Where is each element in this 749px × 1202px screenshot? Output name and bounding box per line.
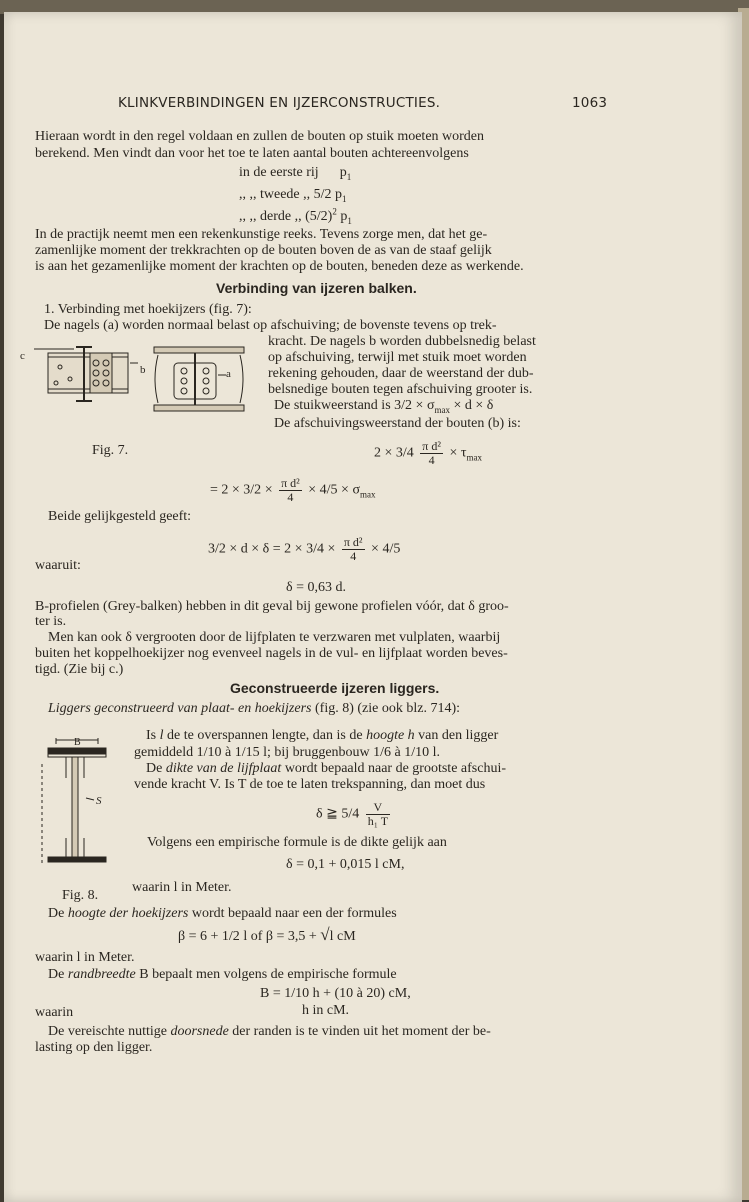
- body-line: De dikte van de lijfplaat wordt bepaald naar de grootste afschui-: [146, 761, 507, 776]
- body-line: Beide gelijkgesteld geeft:: [48, 509, 192, 524]
- page-number: 1063: [572, 95, 608, 111]
- intro-paragraph-line: zamenlijke moment der trekkrachten op de bouten boven de as van de staaf gelijk: [35, 243, 492, 258]
- formula-result: δ = 0,63 d.: [286, 580, 346, 595]
- formula-web-thickness: δ ≧ 5/4 $\frac{V}{\text{h₁ T}}$: [316, 800, 389, 828]
- bolt-row-1: in de eerste rij $p_1$: [239, 165, 352, 182]
- body-line: lasting op den ligger.: [35, 1040, 153, 1055]
- body-line: Is l de te overspannen lengte, dan is de hoogte h van den ligger: [146, 728, 499, 743]
- fig8-bottom-flange: [48, 857, 106, 862]
- formula-shear-2: = 2 × 3/2 × $\frac{\text{π d²}}{4}$ × $4/5 \times \sigma_{max}$: [210, 476, 376, 504]
- stuik-line: De stuikweerstand is $3/2 \times \sigma_{max} \times d \times \delta$: [274, 398, 494, 415]
- body-line: waarin: [35, 1005, 74, 1020]
- body-line: tigd. (Zie bij c.): [35, 662, 124, 677]
- body-line: Volgens een empirische formule is de dikte gelijk aan: [147, 835, 447, 850]
- body-line: waaruit:: [35, 558, 81, 573]
- fig7-label-b: b: [140, 364, 146, 376]
- fig7-label-c: c: [20, 350, 25, 362]
- intro-paragraph-line: is aan het gezamenlijke moment der krachten op de bouten, beneden deze as werkende.: [35, 259, 524, 274]
- body-line: buiten het koppelhoekijzer nog evenveel nagels in de vul- en lijfplaat worden beves-: [35, 646, 508, 661]
- body-line: kracht. De nagels b worden dubbelsnedig belast: [268, 334, 536, 349]
- book-page: [4, 12, 742, 1202]
- fig8-label-b: B: [74, 737, 81, 748]
- list-item: 1. Verbinding met hoekijzers (fig. 7):: [44, 302, 252, 317]
- body-line: rekening gehouden, daar de weerstand der dub-: [268, 366, 534, 381]
- body-line: belsnedige bouten tegen afschuiving grooter is.: [268, 382, 533, 397]
- formula-angle-height: β = 6 + 1/2 l of β = 3,5 + √l cM: [178, 925, 356, 944]
- formula-flange-width: B = 1/10 h + (10 à 20) cM,: [260, 986, 411, 1001]
- body-line: De hoogte der hoekijzers wordt bepaald naar een der formules: [48, 906, 397, 921]
- bolt-row-label: ,, ,, derde ,,: [239, 209, 302, 224]
- section-heading: Verbinding van ijzeren balken.: [216, 280, 417, 296]
- body-line: h in cM.: [302, 1003, 350, 1018]
- figure-8-drawing: [38, 738, 118, 870]
- formula-empirical: δ = 0,1 + 0,015 l cM,: [286, 857, 405, 872]
- afschuiving-line: De afschuivingsweerstand der bouten (b) is:: [274, 416, 521, 431]
- figure-7-drawing: [34, 339, 246, 419]
- body-line: waarin l in Meter.: [35, 950, 135, 965]
- fig7-label-a: a: [226, 368, 231, 380]
- body-line: De nagels (a) worden normaal belast op afschuiving; de bovenste tevens op trek-: [44, 318, 497, 333]
- body-line: B-profielen (Grey-balken) hebben in dit geval bij gewone profielen vóór, dat δ groo-: [35, 599, 509, 614]
- body-line: vende kracht V. Is T de toe te laten trekspanning, dan moet dus: [134, 777, 486, 792]
- formula-equal: 3/2 × d × δ = 2 × 3/4 × $\frac{\text{π d²}}{4}$ × 4/5: [208, 535, 401, 563]
- body-line: ter is.: [35, 614, 67, 629]
- body-line: Liggers geconstrueerd van plaat- en hoekijzers (fig. 8) (zie ook blz. 714):: [48, 701, 461, 716]
- intro-paragraph-line: In de practijk neemt men een rekenkunstige reeks. Tevens zorge men, dat het ge-: [35, 227, 488, 242]
- fig8-web: [72, 757, 78, 857]
- body-line: waarin l in Meter.: [132, 880, 232, 895]
- bolt-row-2: ,, ,, tweede ,, 5/2 $p_1$: [239, 187, 347, 204]
- intro-line: berekend. Men vindt dan voor het toe te laten aantal bouten achtereenvolgens: [35, 146, 469, 161]
- body-line: gemiddeld 1/10 à 1/15 l; bij bruggenbouw 1/6 à 1/10 l.: [134, 745, 441, 760]
- body-line: Men kan ook δ vergrooten door de lijfplaten te verzwaren met vulplaten, waarbij: [48, 630, 501, 645]
- running-header: KLINKVERBINDINGEN EN IJZERCONSTRUCTIES.: [118, 95, 441, 111]
- body-line: De vereischte nuttige doorsnede der randen is te vinden uit het moment der be-: [48, 1024, 491, 1039]
- fig7-left-beam: [48, 353, 128, 393]
- fig7-right-beam: [154, 347, 244, 353]
- bolt-row-3: ,, ,, derde ,, $(5/2)^2$ $p_1$: [239, 206, 352, 226]
- body-line: De randbreedte B bepaalt men volgens de empirische formule: [48, 967, 397, 982]
- intro-line: Hieraan wordt in den regel voldaan en zullen de bouten op stuik moeten worden: [35, 129, 485, 144]
- body-line: op afschuiving, terwijl met stuik moet worden: [268, 350, 527, 365]
- fig8-label-s: S: [96, 795, 102, 807]
- bolt-row-label: ,, ,, tweede ,,: [239, 187, 311, 202]
- fig7-caption: Fig. 7.: [92, 443, 129, 458]
- section-heading: Geconstrueerde ijzeren liggers.: [230, 680, 440, 696]
- bolt-row-label: in de eerste rij: [239, 165, 319, 180]
- fig8-caption: Fig. 8.: [62, 888, 99, 903]
- formula-shear-1: 2 × 3/4 $\frac{\text{π d²}}{4}$ × $\tau_{max}$: [374, 439, 482, 467]
